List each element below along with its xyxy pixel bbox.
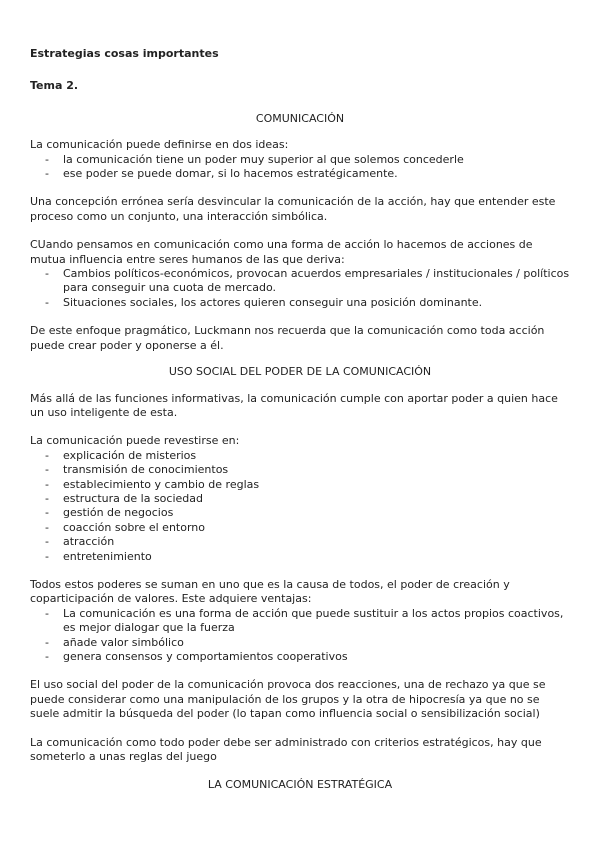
paragraph-conception: Una concepción errónea sería desvincular la comunicación de la acción, hay que entender este proceso como un conjunto, una interacción simbólica. bbox=[30, 195, 556, 223]
document-title: Estrategias cosas importantes bbox=[30, 47, 219, 60]
list-item: - coacción sobre el entorno bbox=[30, 521, 570, 535]
list-item: - La comunicación es una forma de acción que puede sustituir a los actos propios coactivos, es mejor dialogar que la fuerza bbox=[30, 607, 570, 636]
list-item: - gestión de negocios bbox=[30, 506, 570, 520]
list-item: - atracción bbox=[30, 535, 570, 549]
document-body bbox=[30, 47, 570, 793]
list-item: - ese poder se puede domar, si lo hacemos estratégicamente. bbox=[30, 167, 570, 181]
paragraph-reactions: El uso social del poder de la comunicación provoca dos reacciones, una de rechazo ya que se puede considerar como una manipulación de los grupos y la otra de hipocresía ya que no se suele admitir la búsqueda del poder (lo tapan como influencia social o sensibilización social) bbox=[30, 678, 546, 721]
list-item: - explicación de misterios bbox=[30, 449, 570, 463]
paragraph-values: Todos estos poderes se suman en uno que es la causa de todos, el poder de creación y coparticipación de valores. Este adquiere ventajas: bbox=[30, 577, 510, 606]
list-item: - Situaciones sociales, los actores quieren conseguir una posición dominante. bbox=[30, 296, 570, 310]
paragraph-administration: La comunicación como todo poder debe ser administrado con criterios estratégicos, hay que someterlo a unas reglas del juego bbox=[30, 735, 542, 764]
list-item: - transmisión de conocimientos bbox=[30, 463, 570, 477]
list-item: - entretenimiento bbox=[30, 550, 570, 564]
list-item: - estructura de la sociedad bbox=[30, 492, 570, 506]
paragraph-action: CUando pensamos en comunicación como una forma de acción lo hacemos de acciones de mutua influencia entre seres humanos de las que deriva: bbox=[30, 238, 533, 266]
list-item: - Cambios políticos-económicos, provocan acuerdos empresariales / institucionales / políticos para conseguir una cuota de mercado. bbox=[30, 267, 570, 296]
paragraph-luckmann: De este enfoque pragmático, Luckmann nos recuerda que la comunicación como toda acción puede crear poder y oponerse a él. bbox=[30, 324, 545, 352]
section-heading-uso-social: USO SOCIAL DEL PODER DE LA COMUNICACIÓN bbox=[168, 365, 432, 379]
list-item: - establecimiento y cambio de reglas bbox=[30, 478, 570, 492]
list-advantages bbox=[30, 607, 570, 665]
list-item: - genera consensos y comportamientos cooperativos bbox=[30, 650, 570, 664]
paragraph-definition: La comunicación puede definirse en dos ideas: bbox=[30, 138, 289, 152]
list-item: - la comunicación tiene un poder muy superior al que solemos concederle bbox=[30, 153, 570, 167]
paragraph-forms: La comunicación puede revestirse en: bbox=[30, 434, 240, 448]
topic-heading: Tema 2. bbox=[30, 79, 79, 93]
section-heading-estrategica: LA COMUNICACIÓN ESTRATÉGICA bbox=[207, 778, 393, 792]
list-forms bbox=[30, 449, 570, 564]
list-item: - añade valor simbólico bbox=[30, 636, 570, 650]
section-heading-comunicacion: COMUNICACIÓN bbox=[255, 111, 345, 125]
paragraph-power: Más allá de las funciones informativas, la comunicación cumple con aportar poder a quien hace un uso inteligente de esta. bbox=[30, 391, 558, 419]
list-consequences bbox=[30, 267, 570, 310]
list-ideas bbox=[30, 153, 570, 182]
